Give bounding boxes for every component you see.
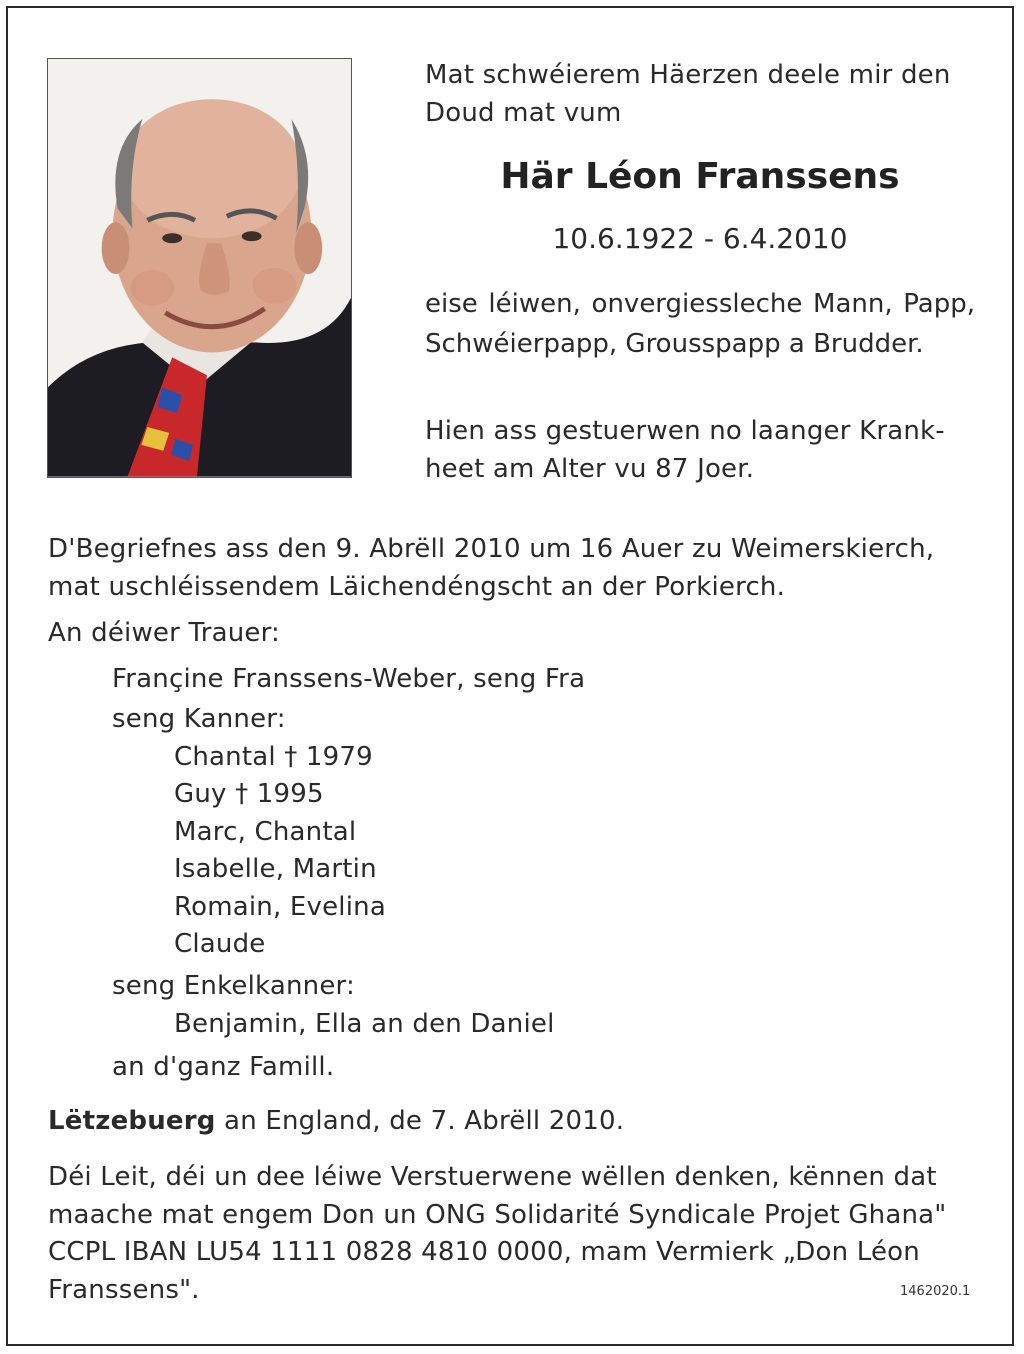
family-line: an d'ganz Famill. (112, 1052, 335, 1082)
child-item: Isabelle, Martin (174, 854, 377, 884)
ad-code: 1462020.1 (900, 1284, 971, 1299)
child-item: Guy † 1995 (174, 779, 324, 809)
funeral-line-2: mat uschléissendem Läichendéngscht an der Porkierch. (48, 572, 786, 602)
description-text: eise léiwen, onvergiessleche Mann, Papp, Schwéierpapp, Grousspapp a Brudder. (425, 289, 975, 359)
donation-line-3: CCPL IBAN LU54 1111 0828 4810 0000, mam Vermierk „Don Léon (48, 1237, 920, 1267)
funeral-line-1: D'Begriefnes ass den 9. Abrëll 2010 um 16 Auer zu Weimerskierch, (48, 534, 935, 564)
child-item: Romain, Evelina (174, 892, 386, 922)
life-dates: 10.6.1922 - 6.4.2010 (552, 222, 848, 255)
portrait-photo-icon (48, 59, 351, 477)
children-heading: seng Kanner: (112, 704, 286, 734)
grandchildren-heading: seng Enkelkanner: (112, 971, 355, 1001)
donation-line-1: Déi Leit, déi un dee léiwe Verstuerwene wëllen denken, kënnen dat (48, 1162, 937, 1192)
place-date-line (48, 1102, 624, 1140)
donation-line-4: Franssens". (48, 1275, 200, 1305)
portrait-photo (47, 58, 352, 478)
grandchildren-names: Benjamin, Ella an den Daniel (174, 1009, 555, 1039)
intro-text: Mat schwéierem Häerzen deele mir den Doud mat vum (425, 60, 951, 128)
child-item: Marc, Chantal (174, 817, 357, 847)
mourning-heading: An déiwer Trauer: (48, 618, 281, 648)
deceased-name: Här Léon Franssens (500, 156, 900, 197)
child-item: Chantal † 1979 (174, 742, 373, 772)
place-bold: Lëtzebuerg (48, 1106, 216, 1136)
place-rest: an England, de 7. Abrëll 2010. (215, 1106, 625, 1136)
child-item: Claude (174, 929, 266, 959)
death-line-2: heet am Alter vu 87 Joer. (425, 454, 755, 484)
death-line-1: Hien ass gestuerwen no laanger Krank- (425, 416, 945, 446)
widow-name: Françine Franssens-Weber, seng Fra (112, 664, 586, 694)
donation-line-2: maache mat engem Don un ONG Solidarité Syndicale Projet Ghana" (48, 1200, 947, 1230)
